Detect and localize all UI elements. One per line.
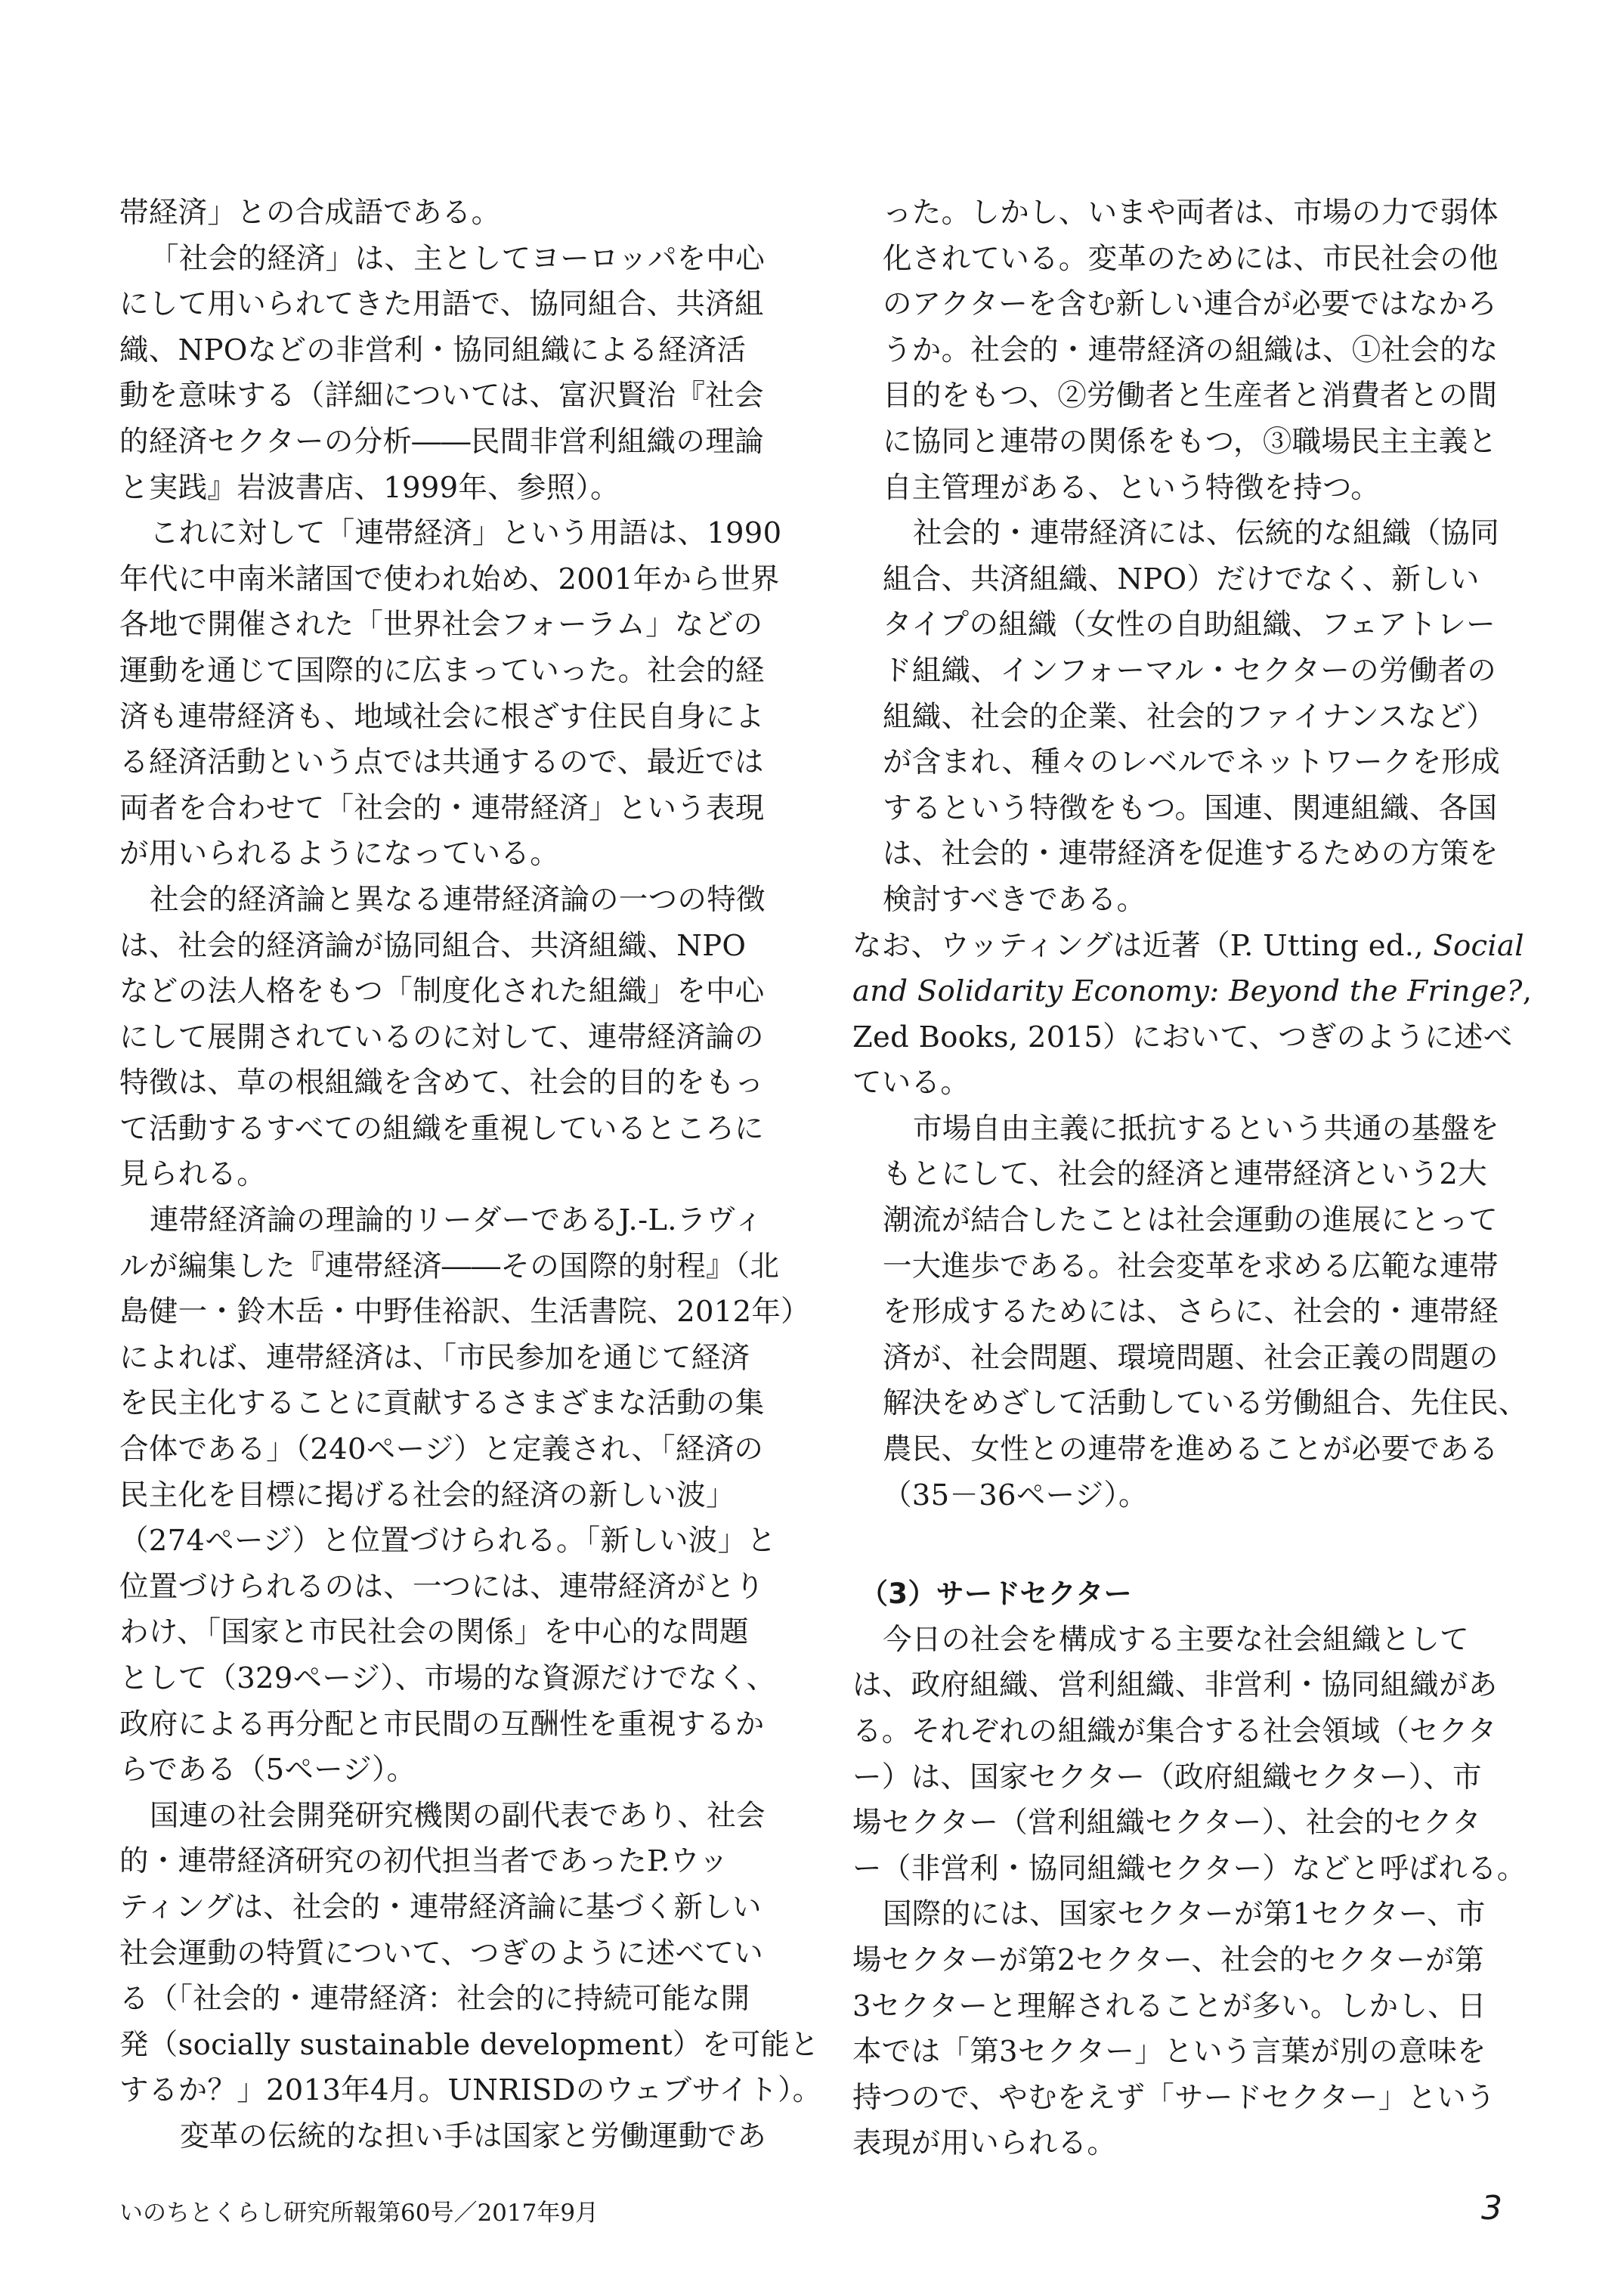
left-text-line: 的経済セクターの分析――民間非営利組織の理論: [119, 424, 764, 459]
left-text-line: 両者を合わせて「社会的・連帯経済」という表現: [119, 791, 765, 825]
right-text-line: [852, 1518, 1517, 1571]
left-text-column: [119, 190, 822, 2160]
right-text-line: するという特徴をもつ。国連、関連組織、各国: [883, 791, 1498, 825]
left-text-line: にして用いられてきた用語で、協同組合、共済組: [119, 287, 764, 322]
left-text-line: 国連の社会開発研究機関の副代表であり、社会: [150, 1798, 766, 1833]
left-text-line: 発（socially sustainable development）を可能と: [119, 2027, 820, 2062]
left-text-line: によれば、連帯経済は、「市民参加を通じて経済: [119, 1340, 750, 1375]
right-text-line: 農民、女性との連帯を進めることが必要である: [883, 1432, 1499, 1467]
left-text-line: するか？」2013年4月。UNRISDのウェブサイト）。: [119, 2073, 822, 2108]
left-text-line: ティングは、社会的・連帯経済論に基づく新しい: [119, 1890, 762, 1924]
left-text-line: を民主化することに貢献するさまざまな活動の集: [119, 1386, 765, 1421]
left-text-line: らである（5ページ）。: [119, 1753, 416, 1788]
left-text-line: 的・連帯経済研究の初代担当者であったP.ウッ: [119, 1844, 728, 1879]
left-text-line: 運動を通じて国際的に広まっていった。社会的経: [119, 653, 765, 688]
left-text-line: 動を意味する（詳細については、富沢賢治『社会: [119, 379, 764, 413]
right-text-line: 持つので、やむをえず「サードセクター」という: [852, 2080, 1496, 2115]
right-text-line: に協同と連帯の関係をもつ，③職場民主主義と: [883, 424, 1498, 459]
left-text-line: これに対して「連帯経済」という用語は、1990: [150, 516, 782, 551]
page-number: 3: [1481, 2189, 1502, 2227]
left-text-line: る経済活動という点では共通するので、最近では: [119, 745, 764, 780]
left-text-line: 政府による再分配と市民間の互酬性を重視するか: [119, 1707, 765, 1741]
right-text-line: なお、ウッティングは近著（P. Utting ed., Social: [852, 928, 1524, 963]
right-text-line: うか。社会的・連帯経済の組織は、①社会的な: [883, 333, 1499, 367]
right-text-line: もとにして、社会的経済と連帯経済という2大: [883, 1157, 1488, 1192]
left-text-line: て活動するすべての組織を重視しているところに: [119, 1111, 764, 1146]
right-text-line: ー（非営利・協同組織セクター）などと呼ばれる。: [852, 1851, 1527, 1886]
left-text-line: （274ページ）と位置づけられる。「新しい波」と: [119, 1524, 777, 1559]
left-text-line: として（329ページ）、市場的な資源だけでなく、: [119, 1661, 776, 1695]
left-text-line: 帯経済」との合成語である。: [119, 196, 501, 230]
publication-info: いのちとくらし研究所報第60号／2017年9月: [119, 2200, 599, 2227]
right-text-line: のアクターを含む新しい連合が必要ではなかろ: [883, 287, 1497, 322]
right-text-line: 組合、共済組織、NPO）だけでなく、新しい: [883, 562, 1480, 596]
page-footer: [119, 2190, 1502, 2236]
left-text-line: は、社会的経済論が協同組合、共済組織、NPO: [119, 928, 747, 963]
right-text-line: る。それぞれの組織が集合する社会領域（セクタ: [852, 1714, 1497, 1748]
right-text-line: ている。: [852, 1066, 970, 1101]
right-text-column: [852, 190, 1533, 2167]
left-text-line: わけ、「国家と市民社会の関係」を中心的な問題: [119, 1615, 749, 1650]
right-text-line: は、社会的・連帯経済を促進するための方策を: [883, 837, 1499, 871]
right-text-line: （35－36ページ）。: [883, 1478, 1148, 1512]
right-text-line: 本では「第3セクター」という言葉が別の意味を: [852, 2035, 1486, 2070]
right-text-line: 今日の社会を構成する主要な社会組織として: [883, 1622, 1470, 1657]
left-text-line: 変革の伝統的な担い手は国家と労働運動であ: [180, 2119, 767, 2153]
right-text-line: は、政府組織、営利組織、非営利・協同組織があ: [852, 1668, 1498, 1703]
right-text-line: 場セクターが第2セクター、社会的セクターが第: [852, 1943, 1484, 1977]
right-text-line: を形成するためには、さらに、社会的・連帯経: [883, 1295, 1499, 1330]
left-text-line: と実践』岩波書店、1999年、参照）。: [119, 470, 620, 505]
right-text-line: 表現が用いられる。: [852, 2126, 1117, 2161]
left-text-line: が用いられるようになっている。: [119, 837, 560, 871]
right-text-line: ー）は、国家セクター（政府組織セクター）、市: [852, 1760, 1482, 1794]
right-text-line: 解決をめざして活動している労働組合、先住民、: [883, 1386, 1528, 1421]
right-text-line: った。しかし、いまや両者は、市場の力で弱体: [883, 196, 1499, 230]
right-text-line: 検討すべきである。: [883, 882, 1146, 917]
right-text-line: 一大進歩である。社会変革を求める広範な連帯: [883, 1249, 1499, 1283]
left-text-line: ルが編集した『連帯経済――その国際的射程』（北: [119, 1249, 780, 1283]
left-text-line: にして展開されているのに対して、連帯経済論の: [119, 1020, 764, 1054]
right-text-line: タイプの組織（女性の自助組織、フェアトレー: [883, 608, 1496, 642]
left-text-line: 社会的経済論と異なる連帯経済論の一つの特徴: [150, 882, 766, 917]
right-text-line: 自主管理がある、という特徴を持つ。: [883, 470, 1381, 505]
right-text-line: and Solidarity Economy: Beyond the Fringe?,: [852, 974, 1533, 1009]
right-text-line: が含まれ、種々のレベルでネットワークを形成: [883, 745, 1501, 780]
left-text-line: などの法人格をもつ「制度化された組織」を中心: [119, 974, 765, 1009]
left-text-line: る（「社会的・連帯経済：社会的に持続可能な開: [119, 1982, 750, 2017]
left-text-line: 合体である」（240ページ）と定義され、「経済の: [119, 1432, 764, 1467]
right-text-line: 市場自由主義に抵抗するという共通の基盤を: [913, 1111, 1500, 1146]
left-text-line: 見られる。: [119, 1157, 267, 1192]
left-text-line: 「社会的経済」は、主としてヨーロッパを中心: [150, 241, 766, 276]
left-text-line: 島健一・鈴木岳・中野佳裕訳、生活書院、2012年）: [119, 1295, 810, 1330]
right-text-line: 目的をもつ、②労働者と生産者と消費者との間: [883, 379, 1498, 413]
right-text-line: 社会的・連帯経済には、伝統的な組織（協同: [913, 516, 1500, 551]
right-text-line: 組織、社会的企業、社会的ファイナンスなど）: [883, 699, 1496, 734]
left-text-line: 社会運動の特質について、つぎのように述べてい: [119, 1936, 764, 1970]
left-text-line: 民主化を目標に掲げる社会的経済の新しい波」: [119, 1478, 735, 1512]
left-text-line: 特徴は、草の根組織を含めて、社会的目的をもっ: [119, 1066, 764, 1101]
right-text-line: 3セクターと理解されることが多い。しかし、日: [852, 1989, 1486, 2023]
right-text-line: 場セクター（営利組織セクター）、社会的セクタ: [852, 1806, 1482, 1840]
right-text-line: 潮流が結合したことは社会運動の進展にとって: [883, 1203, 1499, 1238]
left-text-line: 済も連帯経済も、地域社会に根ざす住民自身によ: [119, 699, 765, 734]
left-text-line: 連帯経済論の理論的リーダーであるJ.-L.ラヴィ: [150, 1203, 763, 1238]
right-text-line: 国際的には、国家セクターが第1セクター、市: [883, 1897, 1486, 1932]
right-text-line: 済が、社会問題、環境問題、社会正義の問題の: [883, 1340, 1499, 1375]
left-text-line: 織、NPOなどの非営利・協同組織による経済活: [119, 333, 747, 367]
left-text-line: 各地で開催された「世界社会フォーラム」などの: [119, 608, 763, 642]
left-text-line: 年代に中南米諸国で使われ始め、2001年から世界: [119, 562, 780, 596]
left-text-line: 位置づけられるのは、一つには、連帯経済がとり: [119, 1569, 765, 1604]
right-text-line: Zed Books, 2015）において、つぎのように述べ: [852, 1020, 1513, 1054]
section-heading: （3）サードセクター: [860, 1577, 1132, 1611]
right-text-line: ド組織、インフォーマル・セクターの労働者の: [883, 653, 1497, 688]
right-text-line: 化されている。変革のためには、市民社会の他: [883, 241, 1499, 276]
